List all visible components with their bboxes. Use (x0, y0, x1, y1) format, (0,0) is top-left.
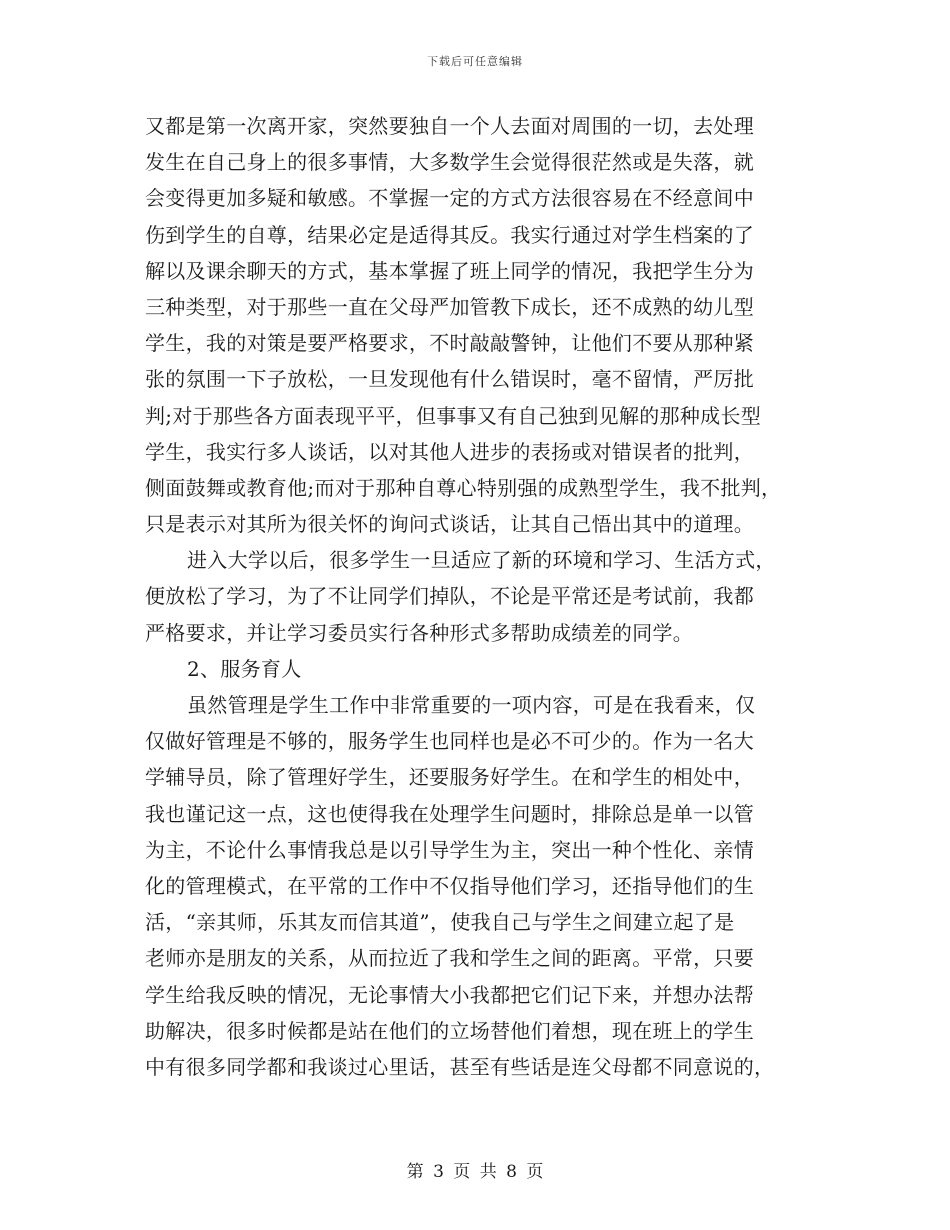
text-line: 学生，我实行多人谈话，以对其他人进步的表扬或对错误者的批判， (145, 439, 754, 464)
text-line: 老师亦是朋友的关系，从而拉近了我和学生之间的距离。平常，只要 (145, 946, 754, 971)
document-body (145, 108, 825, 1085)
page-number-footer: 第 3 页 共 8 页 (406, 1162, 544, 1182)
text-line: 严格要求，并让学习委员实行各种形式多帮助成绩差的同学。 (145, 620, 694, 645)
text-line: 学辅导员，除了管理好学生，还要服务好学生。在和学生的相处中， (145, 765, 754, 790)
text-line: 判;对于那些各方面表现平平，但事事又有自己独到见解的那种成长型 (145, 403, 762, 428)
text-line: 助解决，很多时候都是站在他们的立场替他们着想，现在班上的学生 (145, 1018, 754, 1043)
text-line: 化的管理模式，在平常的工作中不仅指导他们学习，还指导他们的生 (145, 873, 754, 898)
text-line: 活，“亲其师，乐其友而信其道”，使我自己与学生之间建立起了是 (145, 910, 735, 935)
text-line: 只是表示对其所为很关怀的询问式谈话，让其自己悟出其中的道理。 (145, 512, 754, 537)
text-line: 又都是第一次离开家，突然要独自一个人去面对周围的一切，去处理 (145, 114, 754, 138)
paragraph-start-line: 进入大学以后，很多学生一旦适应了新的环境和学习、生活方式， (187, 548, 776, 573)
text-line: 三种类型，对于那些一直在父母严加管教下成长，还不成熟的幼儿型 (145, 294, 754, 319)
text-line: 会变得更加多疑和敏感。不掌握一定的方式方法很容易在不经意间中 (145, 186, 754, 211)
text-line: 我也谨记这一点，这也使得我在处理学生问题时，排除总是单一以管 (145, 801, 754, 826)
text-line: 为主，不论什么事情我总是以引导学生为主，突出一种个性化、亲情 (145, 837, 754, 862)
text-line: 解以及课余聊天的方式，基本掌握了班上同学的情况，我把学生分为 (145, 258, 754, 283)
page-header: 下载后可任意编辑 (427, 55, 523, 68)
text-line: 伤到学生的自尊，结果必定是适得其反。我实行通过对学生档案的了 (145, 222, 754, 247)
text-line: 学生，我的对策是要严格要求，不时敲敲警钟，让他们不要从那种紧 (145, 331, 754, 356)
text-line: 便放松了学习，为了不让同学们掉队，不论是平常还是考试前，我都 (145, 584, 754, 609)
text-line: 发生在自己身上的很多事情，大多数学生会觉得很茫然或是失落，就 (145, 150, 754, 175)
text-line: 中有很多同学都和我谈过心里话，甚至有些话是连父母都不同意说的， (145, 1054, 775, 1079)
text-line: 学生给我反映的情况，无论事情大小我都把它们记下来，并想办法帮 (145, 982, 754, 1007)
text-line: 张的氛围一下子放松，一旦发现他有什么错误时，毫不留情，严厉批 (145, 367, 754, 392)
text-line: 侧面鼓舞或教育他;而对于那种自尊心特别强的成熟型学生，我不批判， (145, 475, 782, 500)
section-heading: 2、服务育人 (187, 656, 302, 681)
text-line: 仅做好管理是不够的，服务学生也同样也是必不可少的。作为一名大 (145, 729, 754, 754)
paragraph-start-line: 虽然管理是学生工作中非常重要的一项内容，可是在我看来，仅 (187, 693, 756, 717)
